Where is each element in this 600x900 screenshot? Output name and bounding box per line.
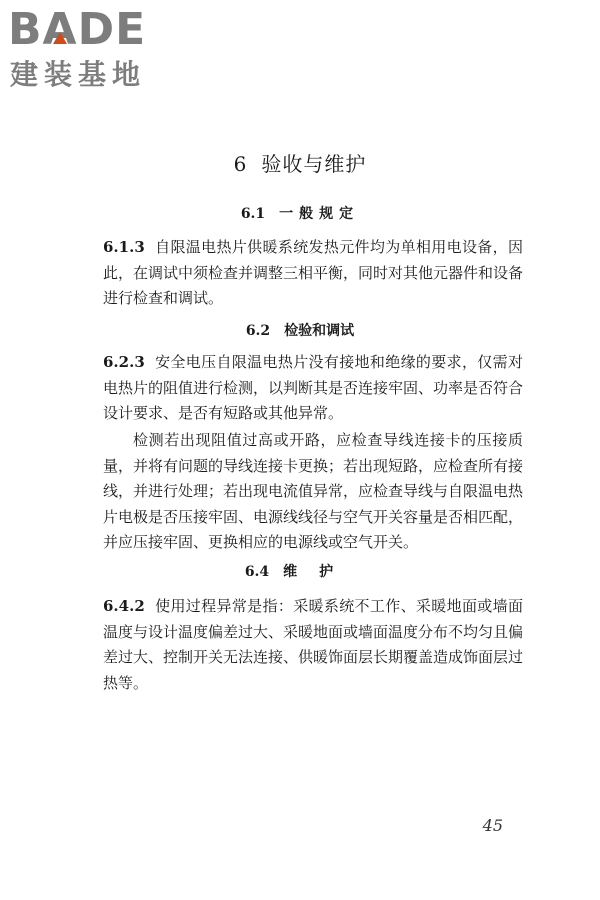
- clause-number: 6.1.3: [103, 238, 145, 256]
- chapter-number: 6: [233, 152, 248, 176]
- section-heading: [0, 561, 600, 581]
- section-number: 6.4: [244, 564, 270, 580]
- logo-subtitle: 建装基地: [10, 58, 147, 91]
- section-number: 6.2: [245, 323, 271, 339]
- chapter-title: 验收与维护: [261, 152, 367, 176]
- chapter-heading: [0, 148, 600, 177]
- clause-paragraph: [103, 594, 523, 696]
- clause-number: 6.2.3: [103, 353, 145, 371]
- section-heading: [0, 320, 600, 340]
- section-title: 维护: [283, 564, 356, 580]
- bade-logo: [8, 6, 178, 98]
- section-title: 检验和调试: [284, 323, 355, 339]
- clause-paragraph: [103, 428, 523, 556]
- clause-text: 自限温电热片供暖系统发热元件均为单相用电设备，因此，在调试中须检查并调整三相平衡，同时对其他元器件和设备进行检查和调试。: [103, 238, 524, 307]
- page-number: 45: [482, 816, 503, 835]
- clause-paragraph: [103, 235, 523, 312]
- clause-text: 检测若出现阻值过高或开路，应检查导线连接卡的压接质量，并将有问题的导线连接卡更换；若出现短路，应检查所有接线，并进行处理；若出现电流值异常，应检查导线与自限温电热片电极是否压接牢固、电源线线径与空气开关容量是否相匹配，并应压接牢固、更换相应的电源线或空气开关。: [103, 431, 524, 551]
- section-heading: [0, 203, 600, 223]
- section-title: 一般规定: [279, 206, 360, 222]
- section-number: 6.1: [240, 206, 266, 222]
- clause-text: 使用过程异常是指：采暖系统不工作、采暖地面或墙面温度与设计温度偏差过大、采暖地面或墙面温度分布不均匀且偏差过大、控制开关无法连接、供暖饰面层长期覆盖造成饰面层过热等。: [103, 597, 524, 692]
- logo-wordmark: BADE: [8, 4, 147, 55]
- clause-paragraph: [103, 350, 523, 427]
- clause-text: 安全电压自限温电热片没有接地和绝缘的要求，仅需对电热片的阻值进行检测，以判断其是否连接牢固、功率是否符合设计要求、是否有短路或其他异常。: [103, 353, 524, 422]
- clause-number: 6.4.2: [103, 597, 145, 615]
